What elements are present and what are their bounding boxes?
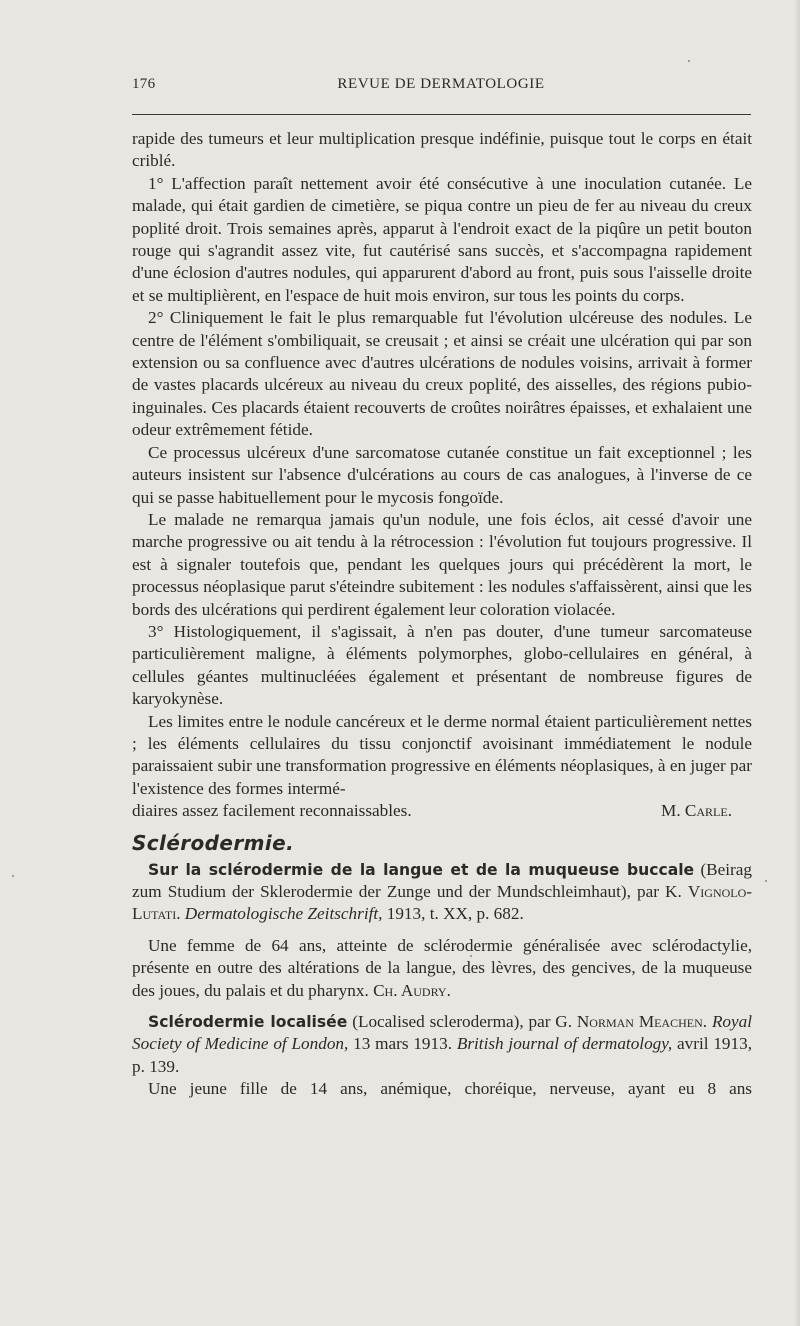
page-header [132, 76, 750, 100]
article-2-english-title: (Localised scleroderma), par G. [352, 1012, 572, 1032]
section-title: Sclérodermie. [132, 830, 295, 855]
paragraph-limits-end [132, 800, 752, 822]
article-1-citation: 1913, t. XX, p. 682. [386, 904, 524, 924]
article-1-author: Vignolo-Lutati. [132, 882, 753, 924]
page-number: 176 [132, 76, 156, 92]
paragraph-inoculation: 1° L'affection paraît nettement avoir été consécutive à une inoculation cutanée. Le malade, qui était gardien de cimetière, se piqua contre un pieu de fer au niveau du creux poplité droit. Trois semaines après, apparut à l'endroit exact de la piqûre un petit bouton rouge qui s'agrandit assez vite, fut cautérisé sans succès, et s'accompagna rapidement d'une éclosion d'autres nodules, qui apparurent d'abord au front, puis sous l'aisselle droite et se multiplièrent, en l'espace de huit mois environ, sur tous les points du corps. [132, 173, 752, 305]
article-2-heading [132, 1011, 752, 1078]
paragraph-histology: 3° Histologiquement, il s'agissait, à n'en pas douter, d'une tumeur sarcomateuse particulièrement maligne, à éléments polymorphes, globo-cellulaires en général, à cellules géantes multinucléées également et présentant de nombreuse figures de karyokynèse. [132, 621, 752, 709]
paragraph-limits-last-line: diaires assez facilement reconnaissables. [132, 801, 412, 821]
paragraph-evolution: Le malade ne remarqua jamais qu'un nodule, une fois éclos, ait cessé d'avoir une marche progressive ou ait tendu à la rétrocession : l'évolution fut toujours progressive. Il est à signaler toutefois que, pendant les quelques jours qui précédèrent la mort, le processus néoplasique parut s'éteindre subitement : les nodules s'affaissèrent, ainsi que les bords des ulcérations qui perdirent également leur coloration violacée. [132, 509, 752, 619]
article-2-journal-1: Royal Society of Medicine of London, [132, 1012, 753, 1054]
article-2-author: Norman Meachen. [576, 1012, 708, 1032]
paper-speck [12, 875, 14, 877]
article-2-date: 13 mars 1913. [353, 1034, 453, 1054]
page-edge-shadow [794, 0, 800, 1326]
body-text [132, 128, 752, 1101]
signature-carle: M. Carle. [661, 801, 732, 821]
paragraph-limits: Les limites entre le nodule cancéreux et le derme normal étaient particulièrement nettes ; les éléments cellulaires du tissu conjonctif avoisinant immédiatement le nodule paraissaient subir une transformation progressive en éléments néoplasiques, à en juger par l'existence des formes intermé- [132, 711, 752, 798]
header-rule [132, 114, 751, 115]
signature-audry: Ch. Audry. [373, 980, 451, 1000]
paragraph-continuation: rapide des tumeurs et leur multiplication presque indéfinie, puisque tout le corps en était criblé. [132, 129, 752, 171]
article-1-journal: Dermatologische Zeitschrift, [184, 904, 383, 924]
paper-speck [470, 955, 472, 957]
article-2-citation: avril 1913, p. 139. [132, 1034, 753, 1076]
article-1-heading [132, 859, 752, 926]
spacer [132, 926, 752, 935]
article-1-by: par K. [637, 882, 682, 901]
article-1-abstract [132, 935, 752, 1002]
article-2-journal-2: British journal of dermatology, [456, 1034, 673, 1054]
article-1-german-title: (Beirag zum Studium der Sklerodermie der Zunge und der Mundschleimhaut), [132, 859, 752, 901]
paragraph-clinical: 2° Cliniquement le fait le plus remarquable fut l'évolution ulcéreuse des nodules. Le centre de l'élément s'ombiliquait, se creusait ; et ainsi se créait une ulcération qui par son extension ou sa confluence avec d'autres ulcérations de nodules voisins, arrivait à former de vastes placards ulcéreux au niveau du creux poplité, des aisselles, des régions pubio-inguinales. Ces placards étaient recouverts de croûtes noirâtres épaisses, et exhalaient une odeur extrêmement fétide. [132, 308, 752, 440]
article-2-abstract: Une jeune fille de 14 ans, anémique, choréique, nerveuse, ayant eu 8 ans [148, 1079, 752, 1099]
paragraph-ulcerative-process: Ce processus ulcéreux d'une sarcomatose cutanée constitue un fait exceptionnel ; les auteurs insistent sur l'absence d'ulcérations au cours de cas analogues, à l'inverse de ce qui se passe habituellement pour le mycosis fongoïde. [132, 442, 752, 507]
paper-speck [765, 880, 767, 882]
article-1-title: Sur la sclérodermie de la langue et de la muqueuse buccale [148, 860, 695, 879]
spacer [132, 1002, 752, 1011]
paper-speck [688, 60, 690, 62]
article-1-abstract-text: Une femme de 64 ans, atteinte de sclérodermie généralisée avec sclérodactylie, présente en outre des altérations de la langue, des lèvres, des gencives, de la muqueuse des joues, du palais et du pharynx. [132, 935, 752, 1000]
running-title: REVUE DE DERMATOLOGIE [337, 76, 545, 92]
article-2-title: Sclérodermie localisée [148, 1013, 348, 1032]
